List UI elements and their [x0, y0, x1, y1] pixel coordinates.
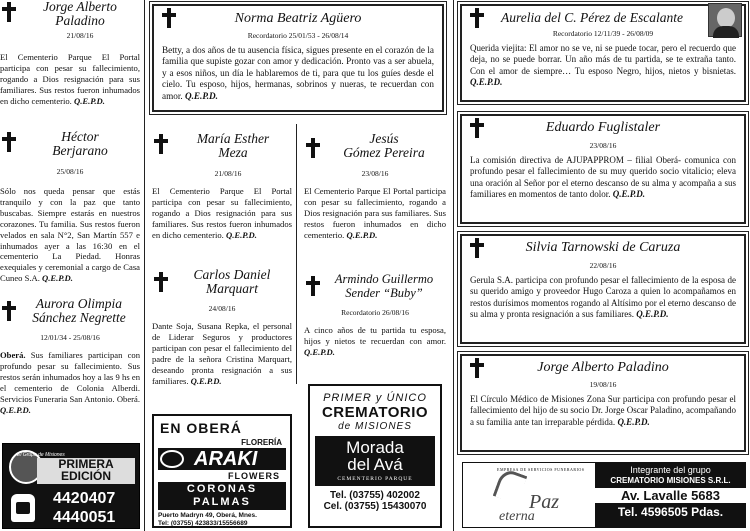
notice-norma-aguero [152, 4, 444, 112]
notice-armindo-sender [304, 272, 446, 358]
column-divider [144, 0, 145, 531]
ad-small-text: El Grupo de Misiones [17, 452, 65, 458]
ad-araki-palmas: PALMAS [193, 496, 251, 508]
dove-icon [493, 467, 528, 504]
cross-icon [470, 8, 484, 28]
cross-icon [306, 276, 320, 296]
ad-paz-intro: Integrante del grupo [630, 465, 711, 475]
column-right [457, 0, 750, 531]
ad-araki-floreria: FLORERÍA [241, 438, 282, 447]
notice-text: Gerula S.A. participa con profundo pesar el fallecimiento de la esposa de su querido amigo y proveedor Hugo Caroza a quien lo acompañamos en restos durísimos momentos rogando al Altísimo por el eterno descanso de su alma y pronta resignación a sus familiares. Q.E.P.D. [470, 275, 736, 320]
ad-araki-address: Puerto Madryn 49, Oberá, Mnes. [158, 512, 257, 519]
ad-paz-dark-panel [595, 463, 746, 527]
column-left [0, 0, 140, 531]
notice-date: 12/01/34 - 25/08/16 [40, 333, 100, 342]
notice-text: La comisión directiva de AJUPAPPROM – filial Oberá- comunica con profundo pesar el fallecimiento de su muy querido socio vitalicio; eleva una oración al Señor por el eterno descanso de su alma y acompaña a sus familiares en momentos de tanto dolor. Q.E.P.D. [470, 155, 736, 200]
ad-paz-group: CREMATORIO MISIONES S.R.L. [610, 476, 731, 485]
notice-name: Jesús Gómez Pereira [343, 131, 425, 160]
ad-crem-line2: CREMATORIO [321, 404, 429, 421]
cross-icon [470, 118, 484, 138]
ad-crem-dark-box [315, 436, 435, 486]
ad-crem-cel: Cel. (03755) 15430070 [323, 501, 427, 512]
notice-hector-berjarano [0, 130, 140, 284]
notice-name: Héctor Berjarano [52, 129, 108, 158]
ad-crem-parque: CEMENTERIO PARQUE [337, 476, 413, 482]
ad-morada-del-ava [308, 384, 442, 528]
notice-date: 23/08/16 [361, 169, 389, 178]
column-middle [148, 0, 450, 531]
notice-text: Oberá. Sus familiares participan con profundo pesar su fallecimiento. Sus restos serán inhumados hoy a las 9 hs en el cementerio de Colonia Alberdi. Servicios Funeraria San Antonio. Oberá. Q.E.P.D. [0, 350, 140, 415]
notice-name: Silvia Tarnowski de Caruza [525, 240, 681, 255]
ad-crem-ava: del Avá [347, 455, 403, 474]
ad-crem-tel: Tel. (03755) 402002 [330, 490, 420, 501]
notice-text: El Círculo Médico de Misiones Zona Sur participa con profundo pesar el fallecimiento del hijo de su socio Dr. Jorge Oscar Paladino, acompañando a su familia ante tan irreparable pérdida. Q.E.P.D. [470, 394, 736, 427]
ad-primera-edicion [2, 443, 140, 529]
ad-araki-flowers: FLOWERS [228, 471, 280, 481]
notice-text: Sólo nos queda pensar que estás tranquilo y con la paz que tanto buscabas. Siempre estarás en nuestros corazones. Tu familia. Sus restos fueron velados en sala N°2, San Martín 557 e inhumados ayer a las 16:30 en el cementerio La Piedad. Honras exequiales y ceremonial a cargo de Casa Cuneo S.A. Q.E.P.D. [0, 186, 140, 284]
notice-text: Dante Soja, Susana Repka, el personal de Liderar Seguros y productores participan con pesar el fallecimiento del padre de la señora Cristina Marquart, deseando pronta resignación a sus familiares. Q.E.P.D. [152, 321, 292, 386]
ad-araki-line1: EN OBERÁ [160, 420, 242, 436]
notice-text: A cinco años de tu partida tu esposa, hijos y nietos te recuerdan con amor. Q.E.P.D. [304, 325, 446, 357]
ad-araki-brand: ARAKI [194, 448, 258, 470]
cross-icon [2, 301, 16, 321]
ad-floreria-araki [152, 414, 292, 528]
notice-date: Recordatorio 26/08/16 [341, 308, 409, 317]
notice-name: Jorge Alberto Paladino [537, 360, 669, 375]
notice-jorge-paladino-1 [0, 0, 140, 107]
notice-name: Carlos Daniel Marquart [193, 267, 271, 296]
cross-icon [306, 138, 320, 158]
ad-paz-eterna [462, 462, 746, 528]
ad-crem-line1: PRIMER y ÚNICO [323, 392, 427, 404]
inner-divider [296, 124, 297, 384]
notice-text: Querida viejita: El amor no se ve, ni se puede tocar, pero el recuerdo que deja, no se puede borrar. Un año más de tu partida, se te extraña tanto. Con el amor de siempre… Tu esposo Negro, hijos, nietos y bisnietas. Q.E.P.D. [470, 43, 736, 88]
ad-phone-1: 4420407 [53, 490, 116, 507]
notice-date: 23/08/16 [589, 141, 617, 150]
notice-name: Aurora Olimpia Sánchez Negrette [32, 296, 126, 325]
cross-icon [162, 8, 176, 28]
notice-date: 19/08/16 [589, 380, 617, 389]
cross-icon [2, 2, 16, 22]
phone-icon [11, 494, 35, 522]
notice-aurora-sanchez [0, 297, 140, 415]
notice-name: Jorge Alberto Paladino [43, 0, 117, 28]
notice-date: Recordatorio 25/01/53 - 26/08/14 [247, 31, 349, 40]
notice-jesus-gomez [304, 132, 446, 241]
notice-name: María Esther Meza [196, 131, 270, 160]
notice-text: El Cementerio Parque El Portal participa con pesar su fallecimiento, rogando a Dios resignación para sus familiares. Sus restos fueron inhumados en dicho cementerio. Q.E.P.D. [304, 186, 446, 240]
notice-aurelia-perez [460, 4, 746, 102]
ad-araki-tel: Tel: (03755) 423833/15556689 [158, 520, 248, 527]
ad-paz-small: EMPRESA DE SERVICIOS FUNERARIOS [497, 467, 585, 472]
notice-name: Norma Beatriz Agüero [234, 11, 362, 26]
notice-text: Betty, a dos años de tu ausencia física, sigues presente en el corazón de la familia que supiste gozar con amor y dedicación. Pronto vas a ser abuela, y a esos niños, un día le hablaremos de ti, para que tu los guíes desde el cielo. Tu esposo, hijos, hermanas, sobrinos y nueras, te recuerdan con amor. Q.E.P.D. [162, 45, 434, 101]
notice-date: 24/08/16 [208, 304, 236, 313]
flower-icon [160, 450, 184, 468]
cross-icon [470, 238, 484, 258]
ad-brand: PRIMERA EDICIÓN [37, 458, 135, 484]
ad-crem-line3: de MISIONES [338, 421, 412, 432]
notice-date: 21/08/16 [214, 169, 242, 178]
notice-maria-meza [152, 132, 292, 241]
ad-paz-tel: Tel. 4596505 Pdas. [617, 505, 724, 519]
cross-icon [470, 358, 484, 378]
notice-date: 21/08/16 [66, 31, 94, 40]
ad-phone-2: 4440051 [53, 509, 116, 526]
ad-paz-address: Av. Lavalle 5683 [595, 488, 746, 503]
ad-crem-morada: Morada [346, 438, 404, 457]
notice-text: El Cementerio Parque El Portal participa con pesar su fallecimiento, rogando a Dios resignación para sus familiares. Sus restos fueron inhumados en dicho cementerio. Q.E.P.D. [152, 186, 292, 240]
notice-carlos-marquart [152, 268, 292, 386]
cross-icon [2, 132, 16, 152]
notice-date: 22/08/16 [589, 261, 617, 270]
ad-paz-brand: Paz [529, 491, 559, 513]
cross-icon [154, 272, 168, 292]
notice-text: El Cementerio Parque El Portal participa con pesar su fallecimiento, rogando a Dios resignación para sus familiares. Sus restos fueron inhumados en dicho cementerio. Q.E.P.D. [0, 52, 140, 106]
ad-paz-brand2: eterna [499, 509, 535, 524]
notice-silvia-tarnowski [460, 234, 746, 344]
notice-jorge-paladino-2 [460, 354, 746, 452]
column-divider [453, 0, 454, 531]
notice-date: 25/08/16 [56, 167, 84, 176]
notice-date: Recordatorio 12/11/39 - 26/08/09 [552, 29, 654, 38]
ad-araki-coronas: CORONAS [186, 483, 258, 495]
notice-eduardo-fuglistaler [460, 114, 746, 224]
portrait-photo [708, 3, 742, 37]
cross-icon [154, 134, 168, 154]
notice-name: Eduardo Fuglistaler [545, 120, 661, 135]
notice-name: Aurelia del C. Pérez de Escalante [501, 10, 683, 25]
notice-name: Armindo Guillermo Sender “Buby” [334, 272, 434, 300]
